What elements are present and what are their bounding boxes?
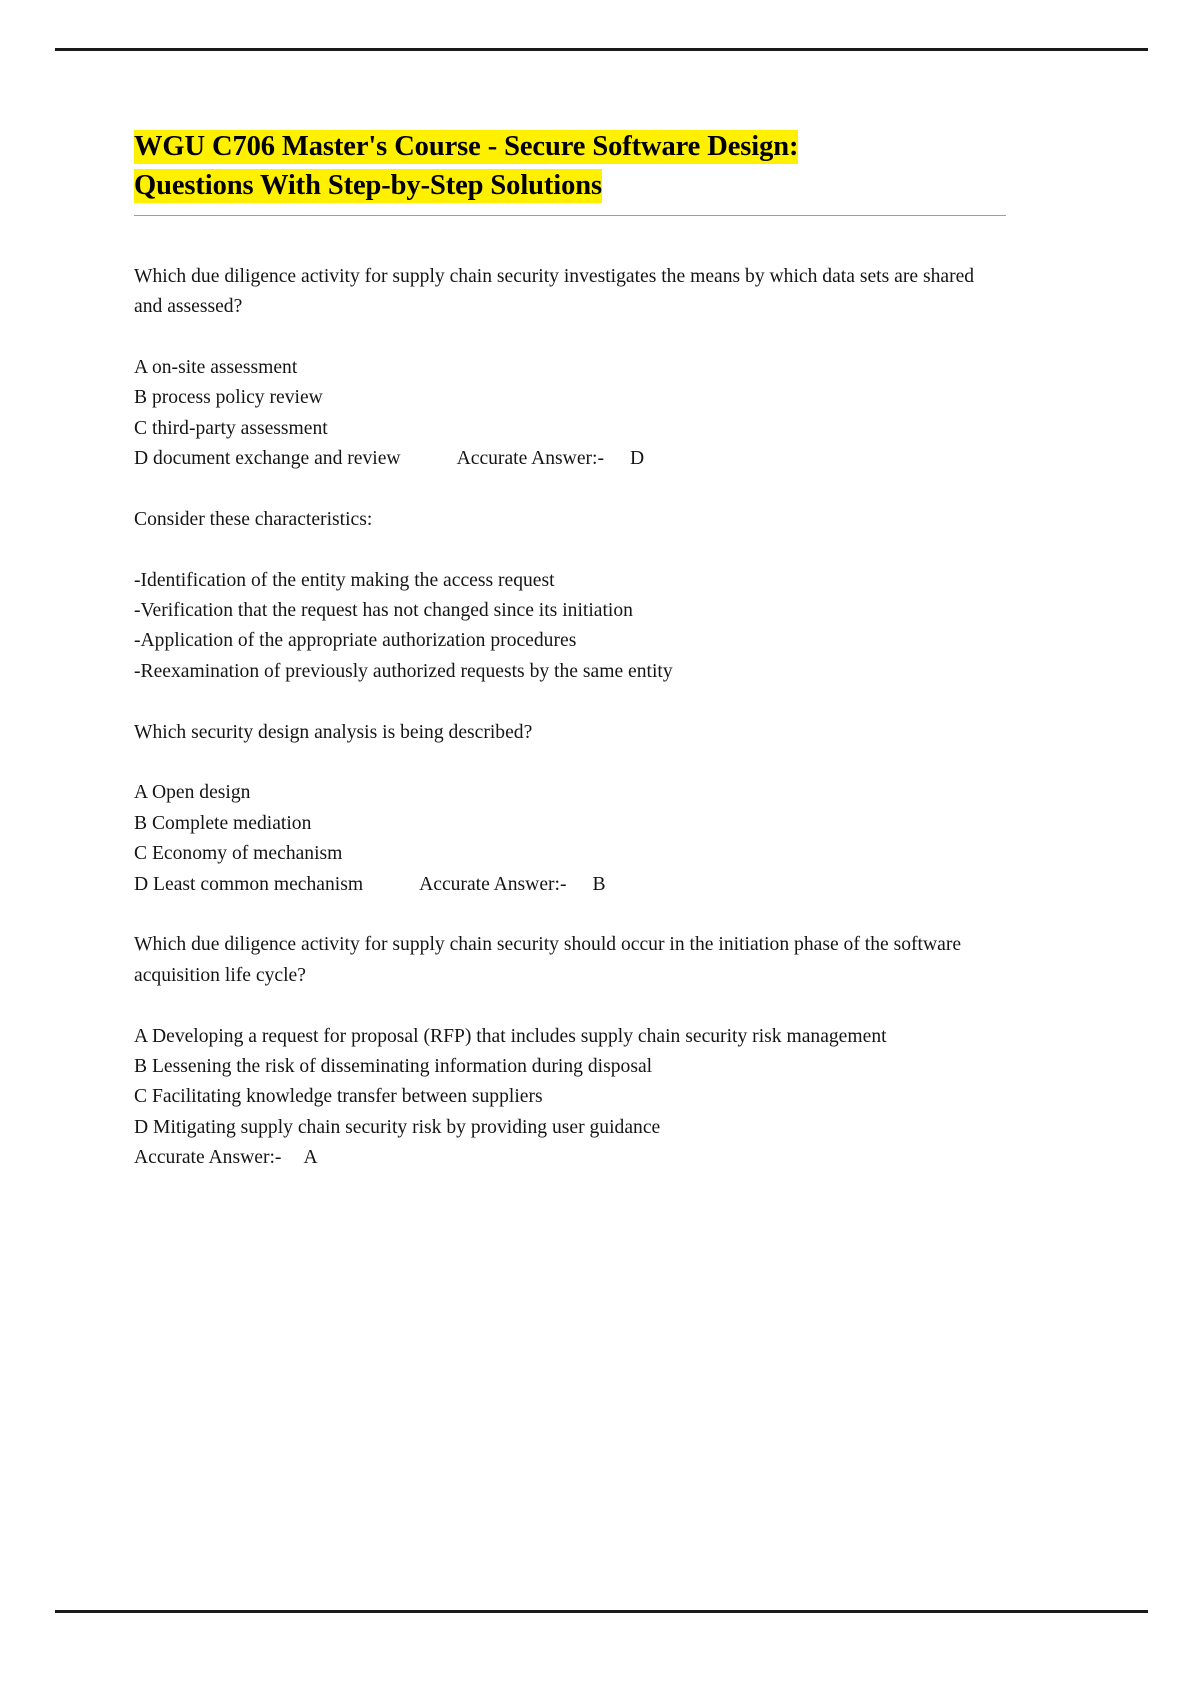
question-2-characteristic-4: -Reexamination of previously authorized requests by the same entity [134, 660, 673, 682]
spacer [134, 900, 1006, 930]
question-2-options [134, 778, 1006, 900]
question-1-option-d: D document exchange and review [134, 447, 401, 469]
question-1-prompt: Which due diligence activity for supply chain security investigates the means by which data sets are shared and assessed? [134, 265, 979, 317]
question-1-option-d-with-answer [134, 444, 1006, 474]
question-block-2 [134, 505, 1006, 900]
question-2-characteristics [134, 566, 1006, 688]
question-3-answer-label: Accurate Answer:- [134, 1147, 282, 1169]
question-2-characteristic-2: -Verification that the request has not changed since its initiation [134, 599, 633, 621]
question-block-1 [134, 262, 1006, 475]
question-1-answer-value: D [630, 447, 645, 469]
question-3-answer-line [134, 1143, 1006, 1173]
question-2-option-d: D Least common mechanism [134, 873, 364, 895]
question-2-answer-label: Accurate Answer:- [419, 873, 567, 895]
question-2-characteristic-3: -Application of the appropriate authorization procedures [134, 630, 577, 652]
question-2-characteristic-1: -Identification of the entity making the access request [134, 569, 555, 591]
question-3-option-c: C Facilitating knowledge transfer between suppliers [134, 1086, 543, 1108]
question-2-option-b: B Complete mediation [134, 812, 312, 834]
question-3-option-b: B Lessening the risk of disseminating information during disposal [134, 1055, 653, 1077]
page-title [134, 128, 1006, 206]
question-2-option-c: C Economy of mechanism [134, 843, 343, 865]
question-1-option-a: A on-site assessment [134, 356, 298, 378]
question-3-option-d: D Mitigating supply chain security risk by providing user guidance [134, 1116, 661, 1138]
question-2-option-a: A Open design [134, 782, 251, 804]
spacer [134, 474, 1006, 504]
question-3-answer-value: A [303, 1147, 318, 1169]
spacer [134, 535, 1006, 565]
question-2-intro: Consider these characteristics: [134, 508, 373, 530]
question-block-3 [134, 930, 1006, 1173]
question-2-answer-value: B [592, 873, 606, 895]
document-content [134, 128, 1006, 1174]
page-title-line-1: WGU C706 Master's Course - Secure Software Design: [134, 131, 799, 162]
page-top-rule [55, 48, 1148, 51]
spacer [134, 991, 1006, 1021]
question-1-answer-label: Accurate Answer:- [456, 447, 605, 469]
question-3-options [134, 1022, 1006, 1174]
question-1-options [134, 353, 1006, 475]
question-2-option-d-with-answer [134, 870, 1006, 900]
spacer [134, 322, 1006, 352]
title-divider [134, 215, 1006, 216]
page-bottom-rule [55, 1610, 1148, 1613]
spacer [134, 687, 1006, 717]
document-body [134, 262, 1006, 1174]
spacer [134, 748, 1006, 778]
question-1-option-b: B process policy review [134, 387, 323, 409]
question-2-prompt: Which security design analysis is being described? [134, 721, 533, 743]
question-3-option-a: A Developing a request for proposal (RFP) that includes supply chain security risk management [134, 1025, 887, 1047]
page-title-line-2: Questions With Step-by-Step Solutions [134, 169, 602, 201]
question-3-prompt: Which due diligence activity for supply chain security should occur in the initiation phase of the software acquisition life cycle? [134, 934, 966, 986]
question-1-option-c: C third-party assessment [134, 417, 328, 439]
